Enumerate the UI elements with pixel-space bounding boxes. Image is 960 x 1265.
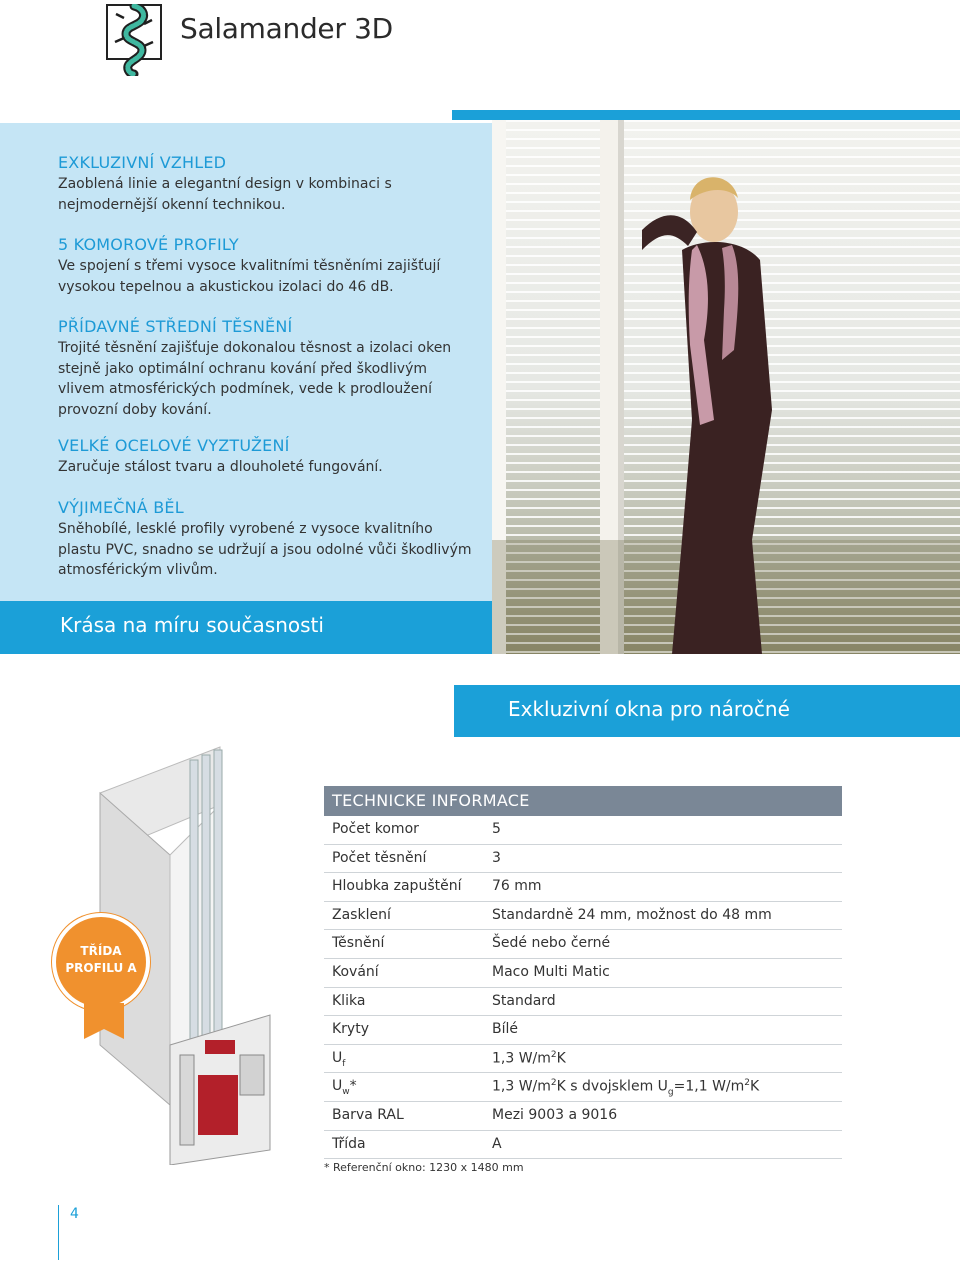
row-key: Klika (332, 992, 366, 1009)
row-key: Počet komor (332, 821, 419, 837)
feature-text: Zaoblená linie a elegantní design v kombinaci s nejmodernější okenní technikou. (58, 176, 392, 213)
table-row-uw (324, 1073, 842, 1102)
table-row (324, 988, 842, 1017)
feature-title: VELKÉ OCELOVÉ VYZTUŽENÍ (58, 436, 290, 455)
feature-title: PŘÍDAVNÉ STŘEDNÍ TĚSNĚNÍ (58, 317, 293, 336)
page-divider (58, 1205, 59, 1260)
feature-title: EXKLUZIVNÍ VZHLED (58, 153, 227, 172)
row-value: 1,3 $W/m^2K$ s dvojsklem $U_g=1,1$ $W/m^2K$ (492, 1078, 760, 1098)
logo (106, 4, 162, 60)
table-row (324, 902, 842, 931)
row-key: Těsnění (332, 935, 385, 952)
feature-text: Zaručuje stálost tvaru a dlouholeté fungování. (58, 459, 383, 475)
feature-five-chambers (58, 235, 478, 297)
row-key: Počet těsnění (332, 849, 427, 866)
feature-exclusive-look (58, 153, 478, 215)
row-value: 1,3 $W/m^2K$ (492, 1049, 566, 1067)
brand-title: Salamander 3D (180, 12, 393, 45)
table-row (324, 1102, 842, 1131)
row-key: Třída (332, 1135, 366, 1152)
slogan-text: Krása na míru současnosti (60, 613, 324, 637)
feature-title: 5 KOMOROVÉ PROFILY (58, 235, 239, 254)
table-row (324, 1016, 842, 1045)
table-row (324, 845, 842, 874)
row-value: 3 (492, 849, 501, 866)
row-key: Barva RAL (332, 1106, 404, 1123)
table-row (324, 959, 842, 988)
table-row (324, 930, 842, 959)
footnote: * Referenční okno: 1230 x 1480 mm (324, 1161, 524, 1174)
row-key: Kování (332, 963, 379, 980)
row-key: Kryty (332, 1021, 369, 1038)
badge-line2: PROFILU A (65, 961, 137, 975)
woman-at-window-photo (492, 120, 960, 654)
row-key: Zasklení (332, 906, 391, 923)
feature-middle-seal (58, 317, 478, 420)
feature-text: Ve spojení s třemi vysoce kvalitními těsněními zajišťují vysokou tepelnou a akustickou izolaci do 46 dB. (58, 258, 441, 295)
subtitle-text: Exkluzivní okna pro náročné (508, 697, 790, 721)
row-value: A (492, 1135, 502, 1152)
badge-line1: TŘÍDA (80, 944, 122, 958)
row-value: Šedé nebo černé (492, 935, 611, 952)
row-key: $U_w*$ (332, 1078, 357, 1098)
subtitle-band (454, 685, 960, 737)
table-row (324, 816, 842, 845)
salamander-icon (112, 4, 156, 76)
feature-text: Sněhobílé, lesklé profily vyrobené z vysoce kvalitního plastu PVC, snadno se udržují a jsou odolné vůči škodlivým atmosférickým vlivům. (58, 521, 472, 578)
profile-class-badge (52, 913, 150, 1011)
row-value: Mezi 9003 a 9016 (492, 1106, 618, 1123)
features-panel (0, 123, 492, 601)
window-profile-illustration (40, 745, 310, 1169)
badge-ribbon-icon (84, 1003, 124, 1043)
row-key: Hloubka zapuštění (332, 878, 462, 895)
page-number: 4 (70, 1206, 79, 1222)
row-value: Standardně 24 mm, možnost do 48 mm (492, 906, 772, 923)
row-value: 5 (492, 821, 501, 837)
row-value: 76 mm (492, 878, 542, 895)
row-value: Standard (492, 992, 556, 1009)
feature-white (58, 498, 478, 581)
table-row (324, 873, 842, 902)
row-value: Maco Multi Matic (492, 963, 610, 980)
feature-steel-reinforcement (58, 436, 478, 478)
table-row-uf (324, 1045, 842, 1074)
tech-info-heading: TECHNICKE INFORMACE (324, 786, 842, 816)
accent-strip (452, 110, 960, 120)
row-key: $U_f$ (332, 1049, 346, 1069)
feature-title: VÝJIMEČNÁ BĚL (58, 498, 184, 517)
row-value: Bílé (492, 1021, 518, 1038)
slogan-band (0, 601, 492, 654)
tech-info-table (324, 786, 842, 1159)
feature-text: Trojité těsnění zajišťuje dokonalou těsnost a izolaci oken stejně jako optimální ochranu kování před škodlivým vlivem atmosférických podmínek, vede k prodloužení provozní doby kování. (58, 340, 452, 418)
table-row (324, 1131, 842, 1160)
